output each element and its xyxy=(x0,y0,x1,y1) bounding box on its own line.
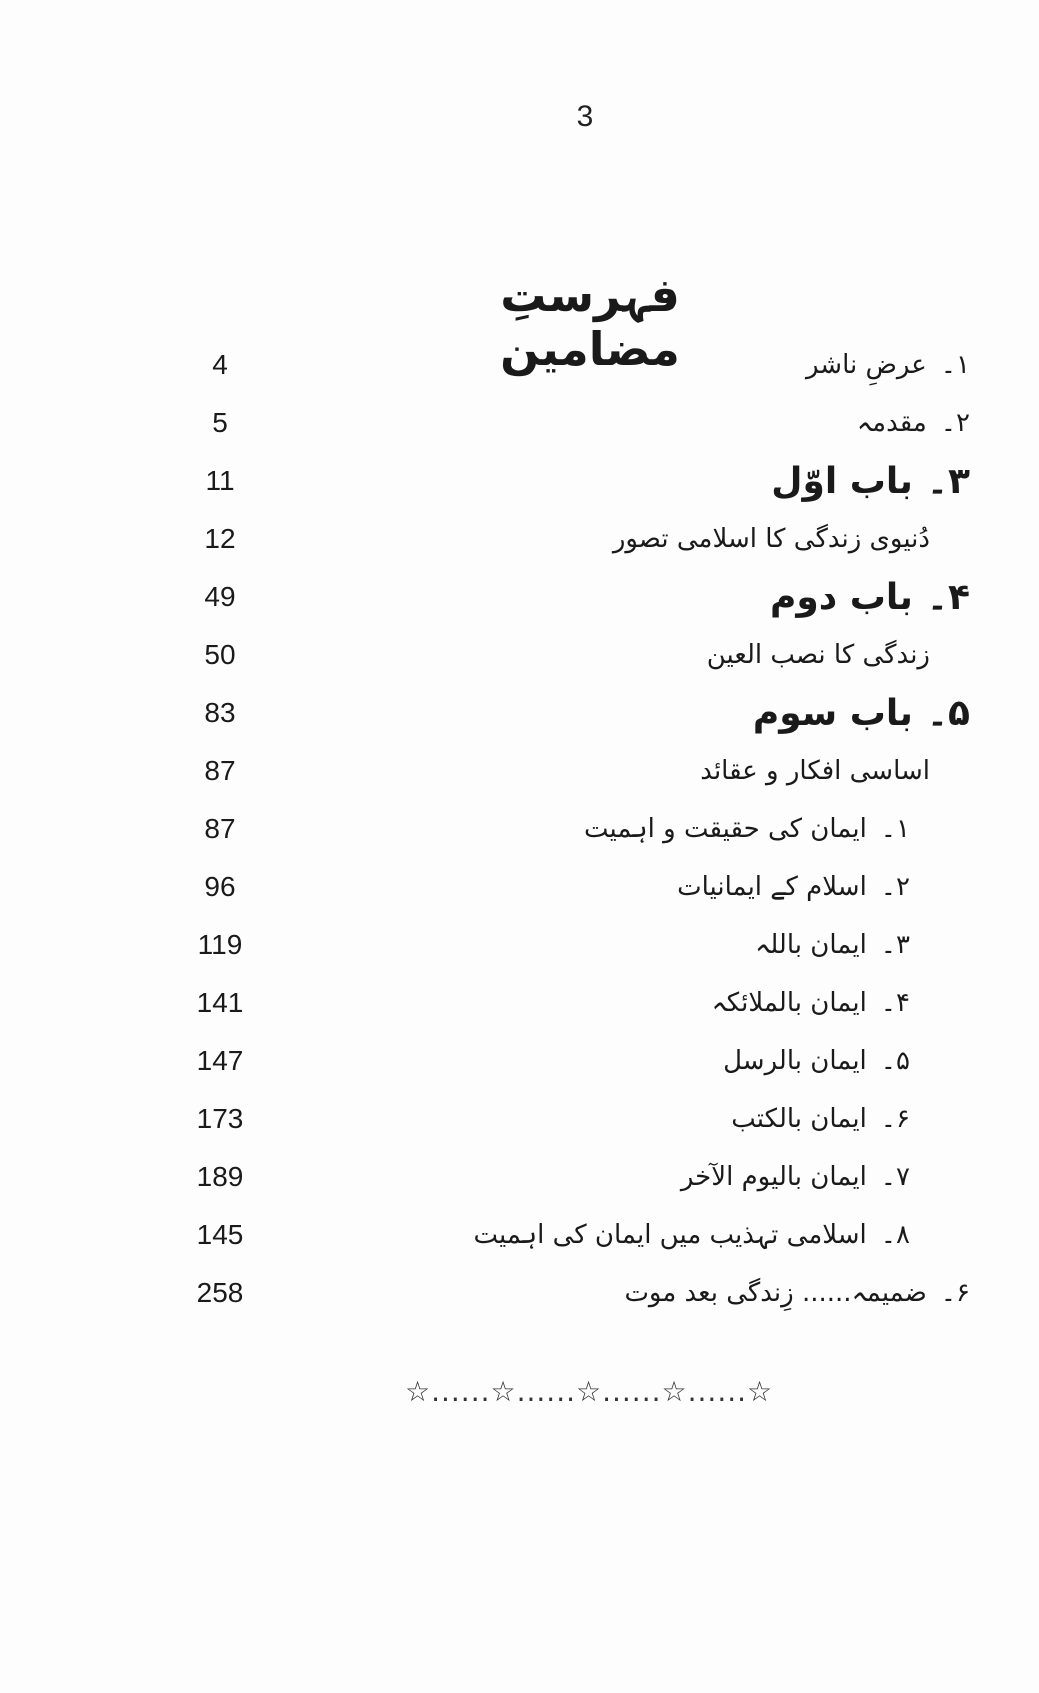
toc-page-number: 147 xyxy=(196,1045,244,1076)
toc-entry-label: باب دوم xyxy=(769,576,913,618)
toc-entry xyxy=(584,814,910,844)
toc-entry-number: ۴۔ xyxy=(926,576,970,618)
toc-row xyxy=(180,630,970,680)
page-number: 3 xyxy=(576,100,594,133)
toc-row xyxy=(180,920,970,970)
toc-entry xyxy=(473,1220,910,1250)
toc-entry-label: اساسی افکار و عقائد xyxy=(700,756,930,786)
toc-entry-label: دُنیوی زندگی کا اسلامی تصور xyxy=(612,524,930,554)
toc-page-number: 119 xyxy=(197,929,243,960)
toc-row xyxy=(180,1152,970,1202)
toc-entry xyxy=(806,350,970,380)
toc-row xyxy=(180,1268,970,1318)
toc-entry-label: اسلامی تہذیب میں ایمان کی اہمیت xyxy=(473,1220,867,1250)
toc-entry-number: ۶۔ xyxy=(880,1104,910,1134)
toc-page-number: 141 xyxy=(196,987,244,1018)
toc-entry-label: عرضِ ناشر xyxy=(805,350,927,380)
toc-row xyxy=(180,572,970,622)
toc-page-number: 50 xyxy=(204,639,236,670)
toc-entry xyxy=(731,1104,910,1134)
toc-entry-label: ضمیمہ...... زِندگی بعد موت xyxy=(624,1278,927,1308)
toc-entry-number: ۷۔ xyxy=(880,1162,910,1192)
toc-entry xyxy=(624,1278,970,1308)
toc-entry-number: ۲۔ xyxy=(940,408,970,438)
toc-entry-number: ۸۔ xyxy=(880,1220,910,1250)
toc-page-number: 83 xyxy=(204,697,236,728)
star-ornament: ☆......☆......☆......☆......☆ xyxy=(405,1375,774,1408)
toc-chapter-entry xyxy=(771,461,970,502)
toc-page-number: 189 xyxy=(196,1161,244,1192)
toc-entry xyxy=(681,1162,910,1192)
toc-chapter-entry xyxy=(753,693,970,734)
toc-row xyxy=(180,746,970,796)
toc-page-number: 87 xyxy=(204,813,236,844)
toc-entry-number: ۵۔ xyxy=(926,692,970,734)
toc-row xyxy=(180,1094,970,1144)
toc-entry-number: ۲۔ xyxy=(880,872,910,902)
toc-row xyxy=(180,688,970,738)
toc-entry-label: ایمان باللہ xyxy=(755,930,867,960)
toc-entry-number: ۳۔ xyxy=(880,930,910,960)
toc-entry-label: ایمان بالرسل xyxy=(723,1046,867,1076)
toc-entry-label: اسلام کے ایمانیات xyxy=(677,872,867,902)
toc-entry-label: مقدمہ xyxy=(856,408,927,438)
toc-page-number: 11 xyxy=(205,465,235,496)
toc-page-number: 96 xyxy=(204,871,236,902)
toc-entry xyxy=(707,640,930,670)
toc-entry xyxy=(613,524,930,554)
toc-row xyxy=(180,804,970,854)
toc-page-number: 49 xyxy=(204,581,236,612)
toc-row xyxy=(180,1210,970,1260)
toc-entry-label: ایمان بالملائکہ xyxy=(711,988,867,1018)
toc-entry xyxy=(723,1046,910,1076)
toc-entry-label: ایمان بالیوم الآخر xyxy=(680,1162,867,1192)
toc-page-number: 145 xyxy=(196,1219,244,1250)
toc-page-number: 5 xyxy=(212,407,228,438)
toc-entry-number: ۱۔ xyxy=(940,350,970,380)
toc-entry xyxy=(712,988,910,1018)
toc-entry-number: ۵۔ xyxy=(880,1046,910,1076)
toc-entry-label: باب اوّل xyxy=(771,460,913,502)
toc-entry-number: ۶۔ xyxy=(940,1278,970,1308)
toc-entry-label: زندگی کا نصب العین xyxy=(706,640,930,670)
toc-page-number: 173 xyxy=(196,1103,244,1134)
toc-row xyxy=(180,398,970,448)
toc-entry-number: ۴۔ xyxy=(880,988,910,1018)
toc-row xyxy=(180,340,970,390)
toc-entry-label: ایمان کی حقیقت و اہمیت xyxy=(584,814,867,844)
toc-entry-label: باب سوم xyxy=(752,692,913,734)
toc-entry-number: ۱۔ xyxy=(880,814,910,844)
toc-row xyxy=(180,978,970,1028)
toc-entry xyxy=(857,408,970,438)
toc-row xyxy=(180,456,970,506)
toc-page-number: 12 xyxy=(204,523,236,554)
toc-entry xyxy=(677,872,910,902)
toc-row xyxy=(180,514,970,564)
toc-page-number: 4 xyxy=(212,349,228,380)
toc-row xyxy=(180,1036,970,1086)
toc-chapter-entry xyxy=(770,577,970,618)
toc-entry-label: ایمان بالکتب xyxy=(731,1104,867,1134)
toc-page-number: 87 xyxy=(204,755,236,786)
toc-row xyxy=(180,862,970,912)
toc-entry xyxy=(700,756,930,786)
toc-entry-number: ۳۔ xyxy=(926,460,970,502)
toc-page-number: 258 xyxy=(196,1277,244,1308)
toc-title: فہرستِ مضامین xyxy=(500,268,680,376)
toc-entry xyxy=(755,930,910,960)
